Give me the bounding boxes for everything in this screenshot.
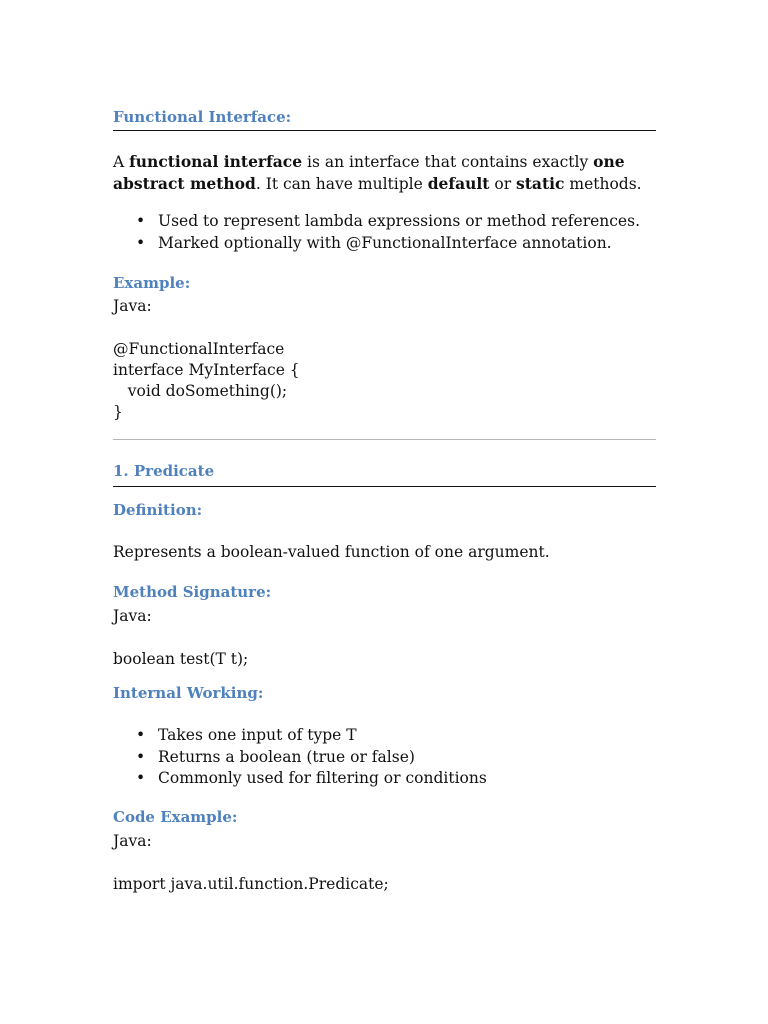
bullet-icon: • xyxy=(136,726,146,744)
code-line: @FunctionalInterface xyxy=(113,340,285,358)
intro-bullet-list xyxy=(113,211,656,254)
intro-line-2 xyxy=(113,173,656,195)
intro-text: or xyxy=(489,175,517,193)
code-line: } xyxy=(113,403,123,421)
list-item-text: Commonly used for filtering or conditions xyxy=(158,769,487,787)
list-item xyxy=(113,747,656,769)
signature-code: boolean test(T t); xyxy=(113,650,249,668)
code-example-heading: Code Example: xyxy=(113,808,238,826)
method-signature-heading: Method Signature: xyxy=(113,583,272,601)
list-item xyxy=(113,725,656,747)
heading-underline-rule xyxy=(113,130,656,131)
example-heading: Example: xyxy=(113,274,191,292)
list-item-text: Takes one input of type T xyxy=(158,726,357,744)
section-divider xyxy=(113,439,656,440)
intro-bold-term: abstract method xyxy=(113,174,256,193)
intro-text: A xyxy=(113,153,130,171)
intro-bold-term: static xyxy=(516,174,565,193)
definition-text: Represents a boolean-valued function of one argument. xyxy=(113,543,550,561)
intro-bold-term: default xyxy=(427,174,490,193)
bullet-icon: • xyxy=(136,233,146,252)
intro-text: is an interface that contains exactly xyxy=(302,153,594,171)
code-block xyxy=(113,339,656,423)
java-label: Java: xyxy=(113,607,152,625)
intro-text: methods. xyxy=(564,175,642,193)
list-item-text: Returns a boolean (true or false) xyxy=(158,747,415,766)
list-item xyxy=(113,768,656,790)
java-label: Java: xyxy=(113,832,152,850)
java-label: Java: xyxy=(113,297,152,315)
definition-heading: Definition: xyxy=(113,501,203,519)
list-item-text: Marked optionally with @FunctionalInterface annotation. xyxy=(158,233,612,252)
import-code-line: import java.util.function.Predicate; xyxy=(113,875,389,893)
list-item xyxy=(113,233,656,255)
bullet-icon: • xyxy=(136,747,146,766)
bullet-icon: • xyxy=(136,212,146,230)
internal-working-heading: Internal Working: xyxy=(113,684,264,702)
code-line: void doSomething(); xyxy=(113,382,288,400)
code-line: interface MyInterface { xyxy=(113,361,300,379)
intro-bold-term: functional interface xyxy=(129,152,303,171)
internal-working-bullet-list xyxy=(113,725,656,790)
intro-line-1 xyxy=(113,151,656,173)
intro-bold-term: one xyxy=(593,152,625,171)
list-item xyxy=(113,211,656,233)
intro-text: . It can have multiple xyxy=(255,175,428,193)
section-heading-predicate: 1. Predicate xyxy=(113,462,215,480)
heading-underline-rule xyxy=(113,486,656,487)
intro-paragraph xyxy=(113,151,656,195)
section-heading-functional-interface: Functional Interface: xyxy=(113,108,292,126)
bullet-icon: • xyxy=(136,769,146,787)
list-item-text: Used to represent lambda expressions or method references. xyxy=(158,212,640,230)
